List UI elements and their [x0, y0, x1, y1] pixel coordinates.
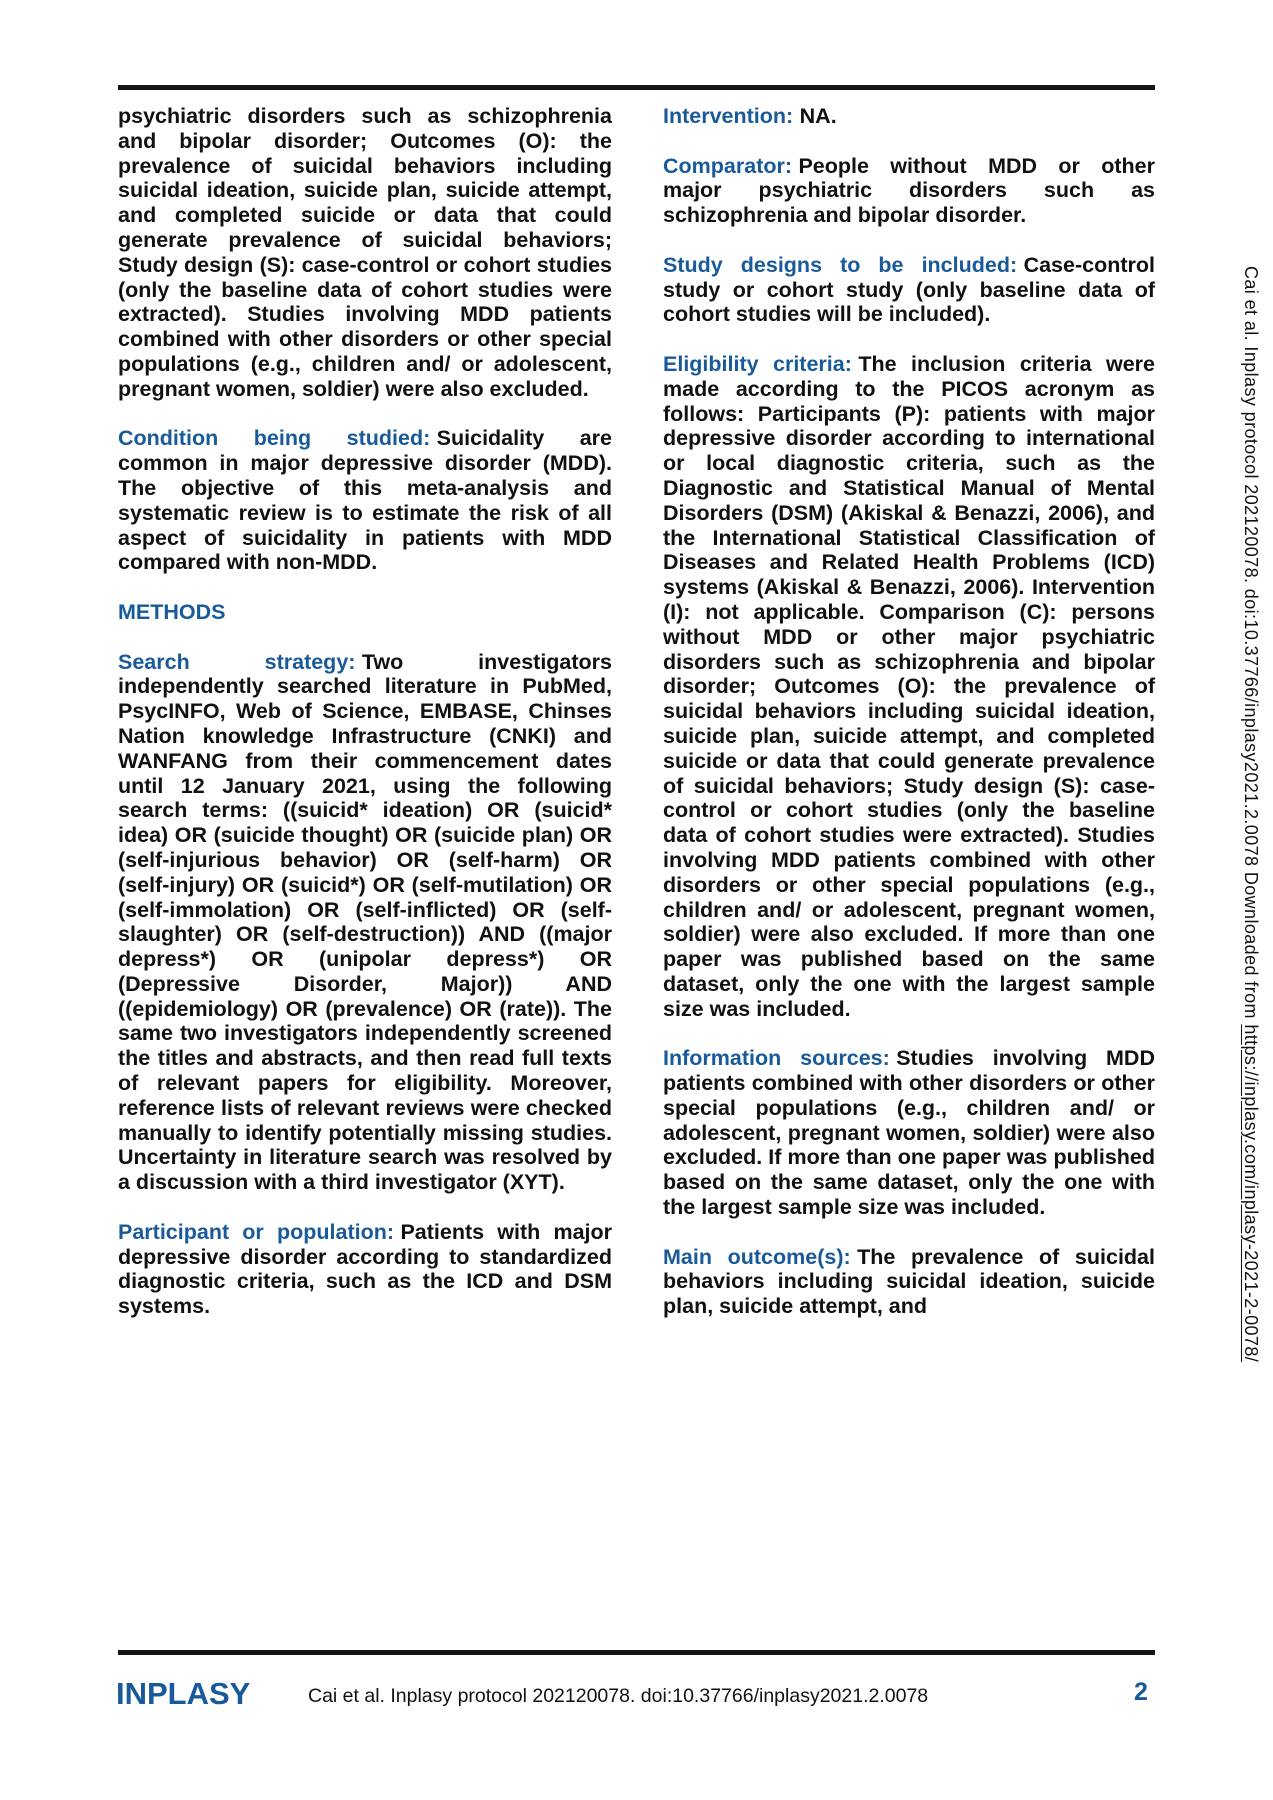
paragraph-comparator — [663, 154, 1155, 228]
sidebar-citation-link[interactable]: https://inplasy.com/inplasy-2021-2-0078/ — [1241, 1024, 1261, 1363]
paragraph-label: Information sources: — [663, 1046, 890, 1071]
paragraph-label: Participant or population: — [118, 1219, 395, 1244]
left-column — [118, 104, 612, 1319]
paragraph-main-outcomes — [663, 1245, 1155, 1319]
paragraph-label: Condition being studied: — [118, 426, 431, 451]
paragraph-text: People without MDD or other major psychiatric disorders such as schizophrenia and bipolar disorder. — [663, 153, 1155, 228]
paragraph-text: Two investigators independently searched literature in PubMed, PsycINFO, Web of Science, EMBASE, Chinses Nation knowledge Infrastructure (CNKI) and WANFANG from their commencement dates until 12 January 2021, using the following search terms: ((suicid* ideation) OR (suicid* idea) OR (suicide thought) OR (suicide plan) OR (self-injurious behavior) OR (self-harm) OR (self-injury) OR (suicid*) OR (self-mutilation) OR (self-immolation) OR (self-inflicted) OR (self-slaughter) OR (self-destruction)) AND ((major depress*) OR (unipolar depress*) OR (Depressive Disorder, Major)) AND ((epidemiology) OR (prevalence) OR (rate)). The same two investigators independently screened the titles and abstracts, and then read full texts of relevant papers for eligibility. Moreover, reference lists of relevant reviews were checked manually to identify potentially missing studies. Uncertainty in literature search was resolved by a discussion with a third investigator (XYT). — [118, 649, 612, 1195]
page-number: 2 — [1134, 1678, 1148, 1706]
footer-citation: Cai et al. Inplasy protocol 202120078. doi:10.37766/inplasy2021.2.0078 — [308, 1685, 929, 1707]
paragraph-label: Study designs to be included: — [663, 252, 1018, 277]
paragraph-label: Comparator: — [663, 153, 793, 178]
paragraph-text: The inclusion criteria were made according to the PICOS acronym as follows: Participants (P): patients with major depressive disorder according to international or local diagnostic criteria, such as the Diagnostic and Statistical Manual of Mental Disorders (DSM) (Akiskal & Benazzi, 2006), and the International Statistical Classification of Diseases and Related Health Problems (ICD) systems (Akiskal & Benazzi, 2006). Intervention (I): not applicable. Comparison (C): persons without MDD or other major psychiatric disorders such as schizophrenia and bipolar disorder; Outcomes (O): the prevalence of suicidal behaviors including suicidal ideation, suicide plan, suicide attempt, and completed suicide or data that could generate prevalence of suicidal behaviors; Study design (S): case-control or cohort studies (only the baseline data of cohort studies were extracted). Studies involving MDD patients combined with other disorders or other special populations (e.g., children and/ or adolescent, pregnant women, soldier) were also excluded. If more than one paper was published based on the same dataset, only the one with the largest sample size was included. — [663, 351, 1155, 1021]
section-heading-methods: METHODS — [118, 599, 226, 624]
paragraph-text: Case-control study or cohort study (only baseline data of cohort studies will be included). — [663, 252, 1155, 327]
paragraph-label: Main outcome(s): — [663, 1244, 851, 1269]
paragraph-participant-population — [118, 1220, 612, 1319]
right-column — [663, 104, 1155, 1319]
sidebar-rotated-citation — [1240, 266, 1261, 1362]
paragraph-label: Search strategy: — [118, 649, 356, 674]
paragraph-text: psychiatric disorders such as schizophrenia and bipolar disorder; Outcomes (O): the prevalence of suicidal behaviors including suicidal ideation, suicide plan, suicide attempt, and completed suicide or data that could generate prevalence of suicidal behaviors; Study design (S): case-control or cohort studies (only the baseline data of cohort studies were extracted). Studies involving MDD patients combined with other disorders or other special populations (e.g., children and/ or adolescent, pregnant women, soldier) were also excluded. — [118, 104, 612, 401]
paragraph-condition-being-studied — [118, 426, 612, 575]
top-rule — [118, 85, 1155, 90]
paragraph-label: Intervention: — [663, 104, 794, 128]
sidebar-citation-text: Cai et al. Inplasy protocol 202120078. doi:10.37766/inplasy2021.2.0078 Downloaded from — [1241, 266, 1261, 1025]
footer-rule — [118, 1650, 1155, 1655]
inplasy-logo: INPLASY — [116, 1676, 251, 1711]
paragraph-intervention — [663, 104, 1155, 129]
paragraph-picos-continuation — [118, 104, 612, 402]
paragraph-label: Eligibility criteria: — [663, 351, 852, 376]
paragraph-text: The prevalence of suicidal behaviors including suicidal ideation, suicide plan, suicide attempt, and — [663, 1244, 1155, 1319]
paragraph-text: Patients with major depressive disorder according to standardized diagnostic criteria, such as the ICD and DSM systems. — [118, 1219, 612, 1319]
paragraph-search-strategy — [118, 650, 612, 1196]
paragraph-text: Studies involving MDD patients combined with other disorders or other special populations (e.g., children and/ or adolescent, pregnant women, soldier) were also excluded. If more than one paper was published based on the same dataset, only the one with the largest sample size was included. — [663, 1046, 1155, 1220]
paragraph-study-designs — [663, 253, 1155, 327]
paragraph-eligibility-criteria — [663, 352, 1155, 1022]
paragraph-text: NA. — [799, 104, 837, 128]
paragraph-text: Suicidality are common in major depressive disorder (MDD). The objective of this meta-analysis and systematic review is to estimate the risk of all aspect of suicidality in patients with MDD compared with non-MDD. — [118, 426, 612, 575]
paragraph-information-sources — [663, 1046, 1155, 1220]
